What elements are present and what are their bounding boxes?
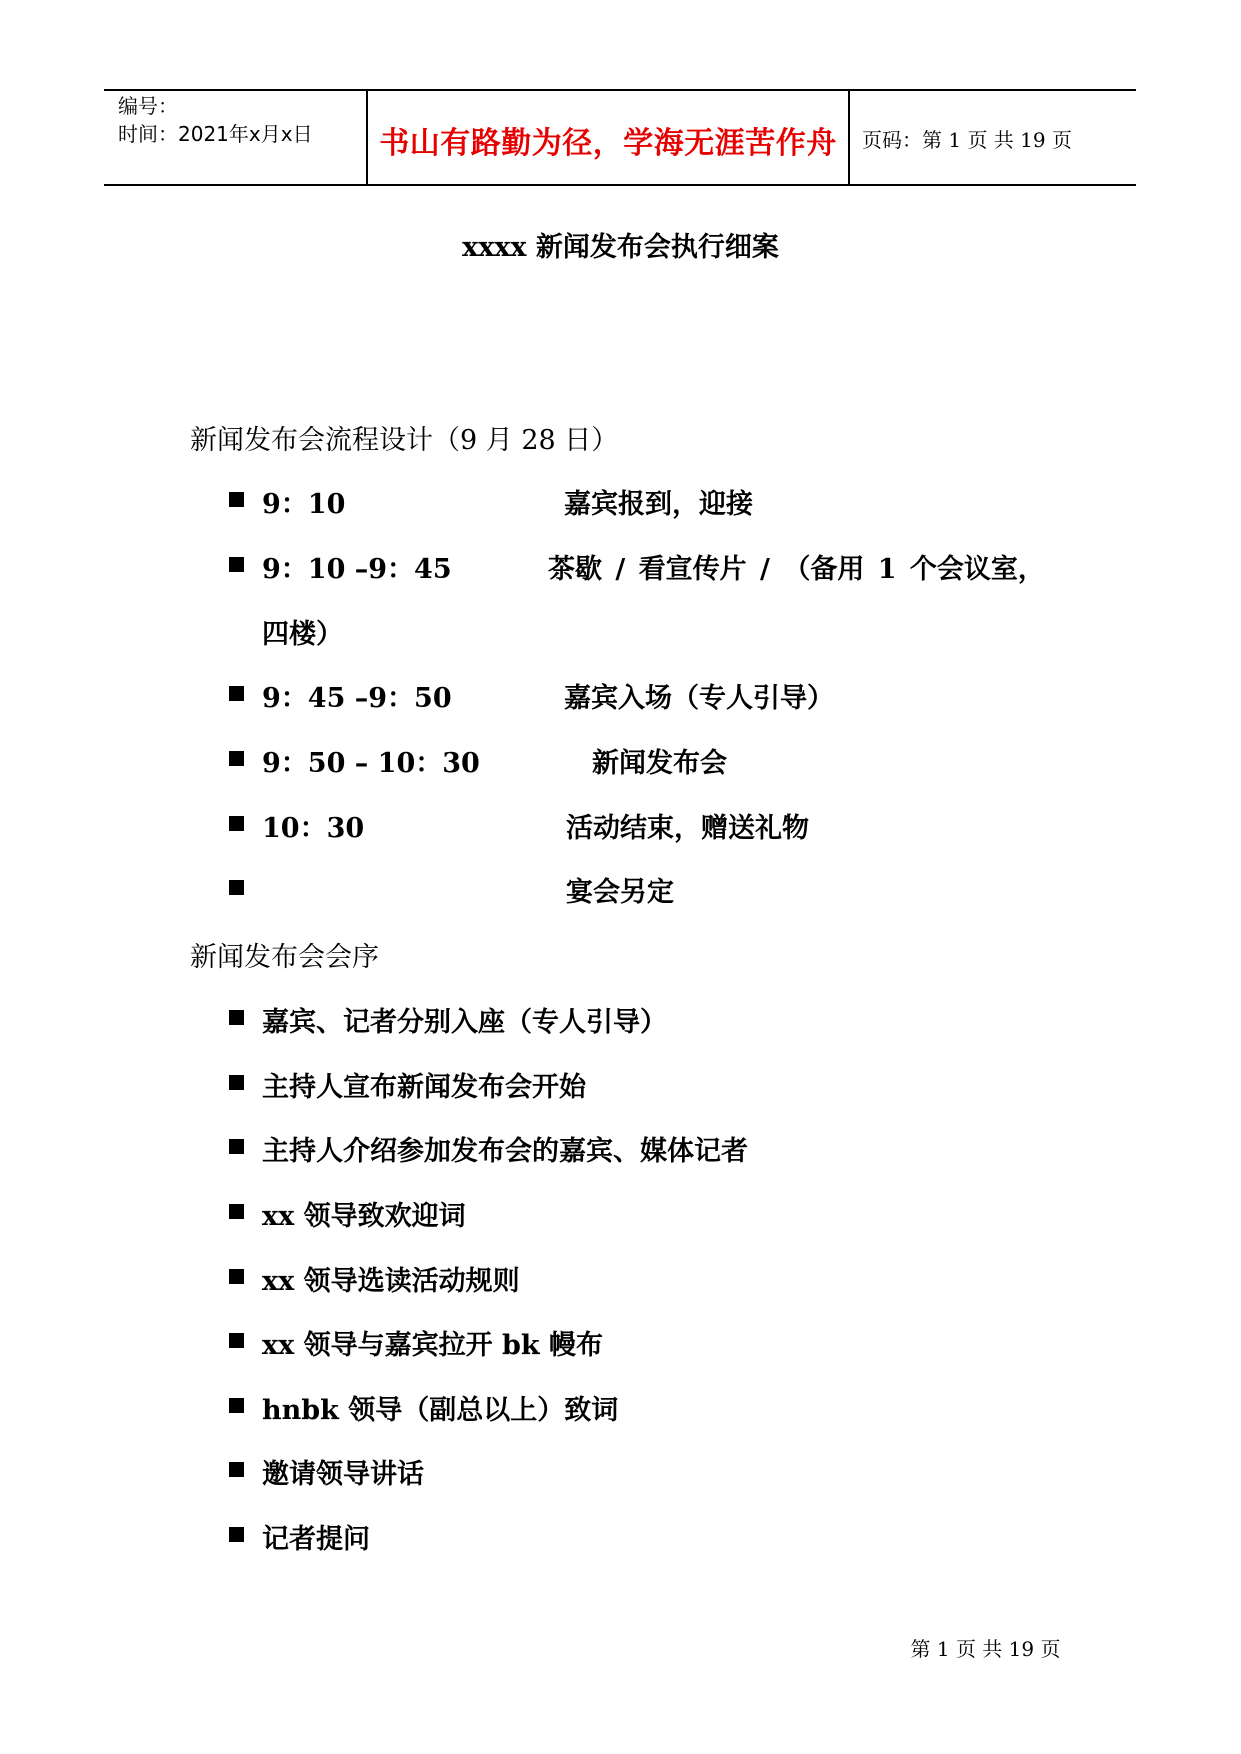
bullet-icon	[229, 686, 244, 701]
schedule-time: 9：50 – 10：30	[262, 748, 480, 779]
schedule-activity: 嘉宾入场（专人引导）	[564, 683, 834, 714]
bullet-icon	[229, 1462, 244, 1477]
motto: 书山有路勤为径，学海无涯苦作舟	[379, 126, 837, 161]
bullet-icon	[229, 1527, 244, 1542]
header-meta-cell	[104, 91, 366, 184]
header-page-cell	[848, 91, 1136, 184]
bullet-icon	[229, 816, 244, 831]
page-footer: 第 1 页 共 19 页	[910, 1637, 1061, 1661]
bullet-icon	[229, 1139, 244, 1154]
schedule-activity: 宴会另定	[566, 877, 674, 908]
schedule-activity-continued: 四楼）	[262, 619, 343, 650]
schedule-activity: 嘉宾报到，迎接	[564, 489, 753, 520]
bullet-icon	[229, 492, 244, 507]
bullet-icon	[229, 1333, 244, 1348]
bullet-icon	[229, 1204, 244, 1219]
bullet-icon	[229, 1010, 244, 1025]
agenda-item: 嘉宾、记者分别入座（专人引导）	[262, 1007, 667, 1038]
bullet-icon	[229, 880, 244, 895]
agenda-item: xx 领导致欢迎词	[262, 1201, 466, 1232]
schedule-activity: 活动结束，赠送礼物	[566, 813, 809, 844]
bullet-icon	[229, 1269, 244, 1284]
agenda-item: 记者提问	[262, 1524, 370, 1555]
agenda-item: 邀请领导讲话	[262, 1459, 424, 1490]
bullet-icon	[229, 751, 244, 766]
schedule-time: 10：30	[262, 813, 365, 844]
page-info: 页码：第 1 页 共 19 页	[862, 128, 1072, 152]
bullet-icon	[229, 557, 244, 572]
schedule-time: 9：10	[262, 489, 346, 520]
schedule-time: 9：10 –9：45	[262, 554, 452, 585]
section-heading-flow: 新闻发布会流程设计（9 月 28 日）	[190, 425, 619, 456]
schedule-activity: 新闻发布会	[592, 748, 727, 779]
number-label: 编号：	[118, 94, 178, 118]
document-title: xxxx 新闻发布会执行细案	[462, 232, 779, 263]
bullet-icon	[229, 1075, 244, 1090]
header-motto-cell	[366, 91, 850, 184]
agenda-item: 主持人介绍参加发布会的嘉宾、媒体记者	[262, 1136, 748, 1167]
agenda-item: xx 领导与嘉宾拉开 bk 幔布	[262, 1330, 603, 1361]
agenda-item: xx 领导选读活动规则	[262, 1266, 520, 1297]
time-label: 时间：2021年x月x日	[118, 122, 313, 146]
schedule-activity: 茶歇 / 看宣传片 / （备用 1 个会议室，	[548, 554, 1045, 585]
header-table	[104, 89, 1136, 186]
section-heading-agenda: 新闻发布会会序	[190, 942, 379, 973]
agenda-item: 主持人宣布新闻发布会开始	[262, 1072, 586, 1103]
bullet-icon	[229, 1398, 244, 1413]
schedule-time: 9：45 –9：50	[262, 683, 452, 714]
agenda-item: hnbk 领导（副总以上）致词	[262, 1395, 619, 1426]
